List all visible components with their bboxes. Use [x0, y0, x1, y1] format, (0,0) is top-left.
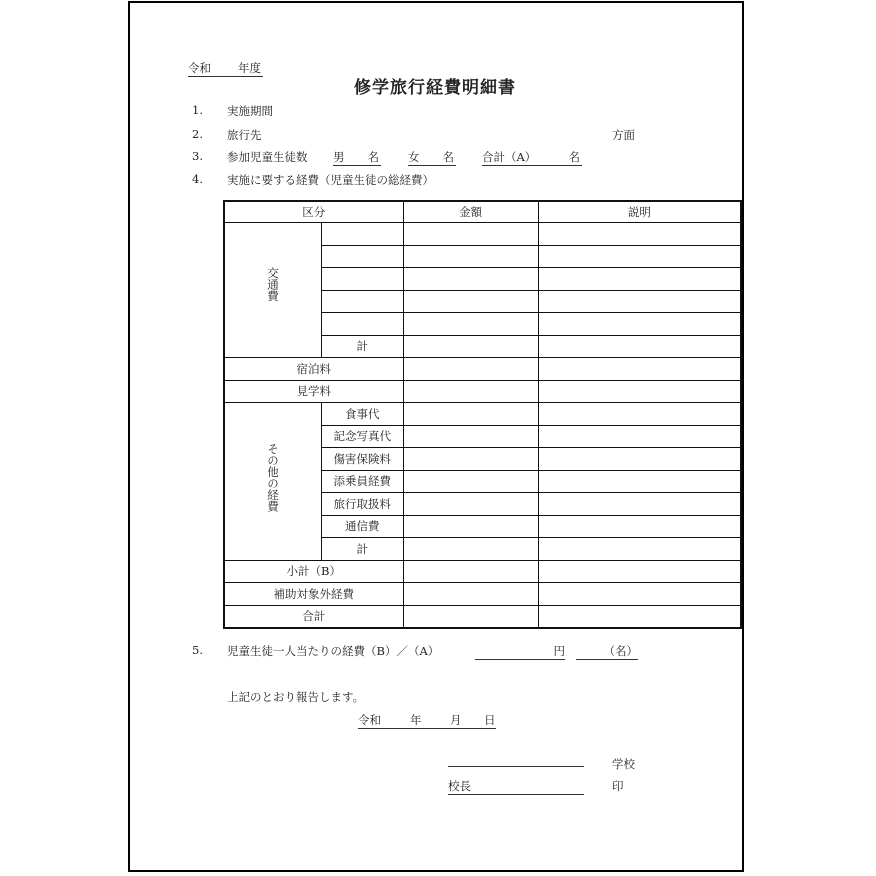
- other-group-label: その他の経費: [266, 443, 280, 512]
- grand-total-label: 合計: [224, 605, 403, 628]
- item-2-number: 2.: [192, 127, 203, 141]
- amount-cell[interactable]: [403, 605, 538, 628]
- description-cell[interactable]: [538, 493, 741, 516]
- school-label: 学校: [612, 757, 635, 771]
- transport-item-cell[interactable]: [322, 290, 404, 313]
- amount-cell[interactable]: [403, 583, 538, 606]
- table-header-row: [224, 201, 741, 223]
- description-cell[interactable]: [538, 425, 741, 448]
- item-3-label: 参加児童生徒数: [227, 150, 308, 164]
- header-amount: 金額: [403, 201, 538, 223]
- other-item-label: 傷害保険料: [322, 448, 404, 471]
- transport-group-label: 交通費: [266, 267, 280, 302]
- fiscal-year-field: [188, 60, 263, 77]
- transport-total-label: 計: [322, 335, 404, 358]
- table-row: [224, 380, 741, 403]
- amount-cell[interactable]: [403, 470, 538, 493]
- lodging-label: 宿泊料: [224, 358, 403, 381]
- table-row: [224, 605, 741, 628]
- item-2-label: 旅行先: [227, 128, 262, 142]
- transport-item-cell[interactable]: [322, 223, 404, 246]
- description-cell[interactable]: [538, 583, 741, 606]
- description-cell[interactable]: [538, 538, 741, 561]
- description-cell[interactable]: [538, 448, 741, 471]
- era-label: 令和: [188, 61, 211, 75]
- description-cell[interactable]: [538, 335, 741, 358]
- document-title: 修学旅行経費明細書: [354, 78, 516, 98]
- date-era: 令和: [358, 713, 381, 727]
- table-row: [224, 358, 741, 381]
- description-cell[interactable]: [538, 245, 741, 268]
- female-count-field: [408, 149, 456, 166]
- subtotal-label: 小計（B）: [224, 560, 403, 583]
- table-row: [224, 560, 741, 583]
- amount-cell[interactable]: [403, 223, 538, 246]
- item-3-number: 3.: [192, 149, 203, 163]
- other-item-label: 添乗員経費: [322, 470, 404, 493]
- other-item-label: 食事代: [322, 403, 404, 426]
- table-row: [224, 223, 741, 246]
- item-4-number: 4.: [192, 172, 203, 186]
- item-1-label: 実施期間: [227, 104, 273, 118]
- amount-cell[interactable]: [403, 515, 538, 538]
- year-label: 年度: [238, 61, 261, 75]
- school-name-line[interactable]: [448, 754, 584, 767]
- date-month: 月: [450, 713, 462, 727]
- transport-item-cell[interactable]: [322, 268, 404, 291]
- other-group-cell: [224, 403, 322, 561]
- description-cell[interactable]: [538, 515, 741, 538]
- report-text: 上記のとおり報告します。: [227, 690, 365, 704]
- table-row: [224, 583, 741, 606]
- female-label: 女: [408, 150, 420, 164]
- table-row: [224, 403, 741, 426]
- date-day: 日: [484, 713, 496, 727]
- item-1-number: 1.: [192, 103, 203, 117]
- transport-item-cell[interactable]: [322, 245, 404, 268]
- description-cell[interactable]: [538, 470, 741, 493]
- amount-cell[interactable]: [403, 448, 538, 471]
- item-4-label: 実施に要する経費（児童生徒の総経費）: [227, 173, 434, 187]
- excluded-expense-label: 補助対象外経費: [224, 583, 403, 606]
- amount-cell[interactable]: [403, 403, 538, 426]
- description-cell[interactable]: [538, 380, 741, 403]
- female-unit: 名: [442, 150, 454, 164]
- total-label: 合計（A）: [482, 150, 537, 164]
- yen-unit: 円: [553, 644, 565, 658]
- admission-label: 見学料: [224, 380, 403, 403]
- item-5-label: 児童生徒一人当たりの経費（B）／（A）: [227, 644, 440, 658]
- amount-cell[interactable]: [403, 493, 538, 516]
- per-student-cost-field[interactable]: [475, 643, 565, 660]
- description-cell[interactable]: [538, 358, 741, 381]
- other-item-label: 記念写真代: [322, 425, 404, 448]
- seal-label: 印: [612, 779, 624, 793]
- principal-name-field[interactable]: [448, 778, 584, 795]
- amount-cell[interactable]: [403, 538, 538, 561]
- amount-cell[interactable]: [403, 313, 538, 336]
- other-total-label: 計: [322, 538, 404, 561]
- description-cell[interactable]: [538, 560, 741, 583]
- amount-cell[interactable]: [403, 380, 538, 403]
- amount-cell[interactable]: [403, 425, 538, 448]
- amount-cell[interactable]: [403, 245, 538, 268]
- expense-table: [223, 200, 742, 629]
- transport-group-cell: [224, 223, 322, 358]
- document-page: [128, 1, 744, 872]
- amount-cell[interactable]: [403, 335, 538, 358]
- description-cell[interactable]: [538, 313, 741, 336]
- amount-cell[interactable]: [403, 268, 538, 291]
- other-item-label: 旅行取扱料: [322, 493, 404, 516]
- male-count-field: [333, 149, 381, 166]
- description-cell[interactable]: [538, 605, 741, 628]
- date-year: 年: [410, 713, 422, 727]
- header-category: 区分: [224, 201, 403, 223]
- description-cell[interactable]: [538, 403, 741, 426]
- description-cell[interactable]: [538, 290, 741, 313]
- item-5-number: 5.: [192, 643, 203, 657]
- header-description: 説明: [538, 201, 741, 223]
- count-unit: （名）: [603, 644, 638, 658]
- amount-cell[interactable]: [403, 560, 538, 583]
- amount-cell[interactable]: [403, 358, 538, 381]
- other-item-label: 通信費: [322, 515, 404, 538]
- per-student-count-field[interactable]: [576, 643, 638, 660]
- report-date-field: [358, 712, 496, 729]
- total-unit: 名: [568, 150, 580, 164]
- item-2-suffix: 方面: [612, 128, 635, 142]
- transport-item-cell[interactable]: [322, 313, 404, 336]
- amount-cell[interactable]: [403, 290, 538, 313]
- male-label: 男: [333, 150, 345, 164]
- male-unit: 名: [367, 150, 379, 164]
- total-count-field: [482, 149, 582, 166]
- principal-label: 校長: [448, 779, 471, 793]
- description-cell[interactable]: [538, 223, 741, 246]
- description-cell[interactable]: [538, 268, 741, 291]
